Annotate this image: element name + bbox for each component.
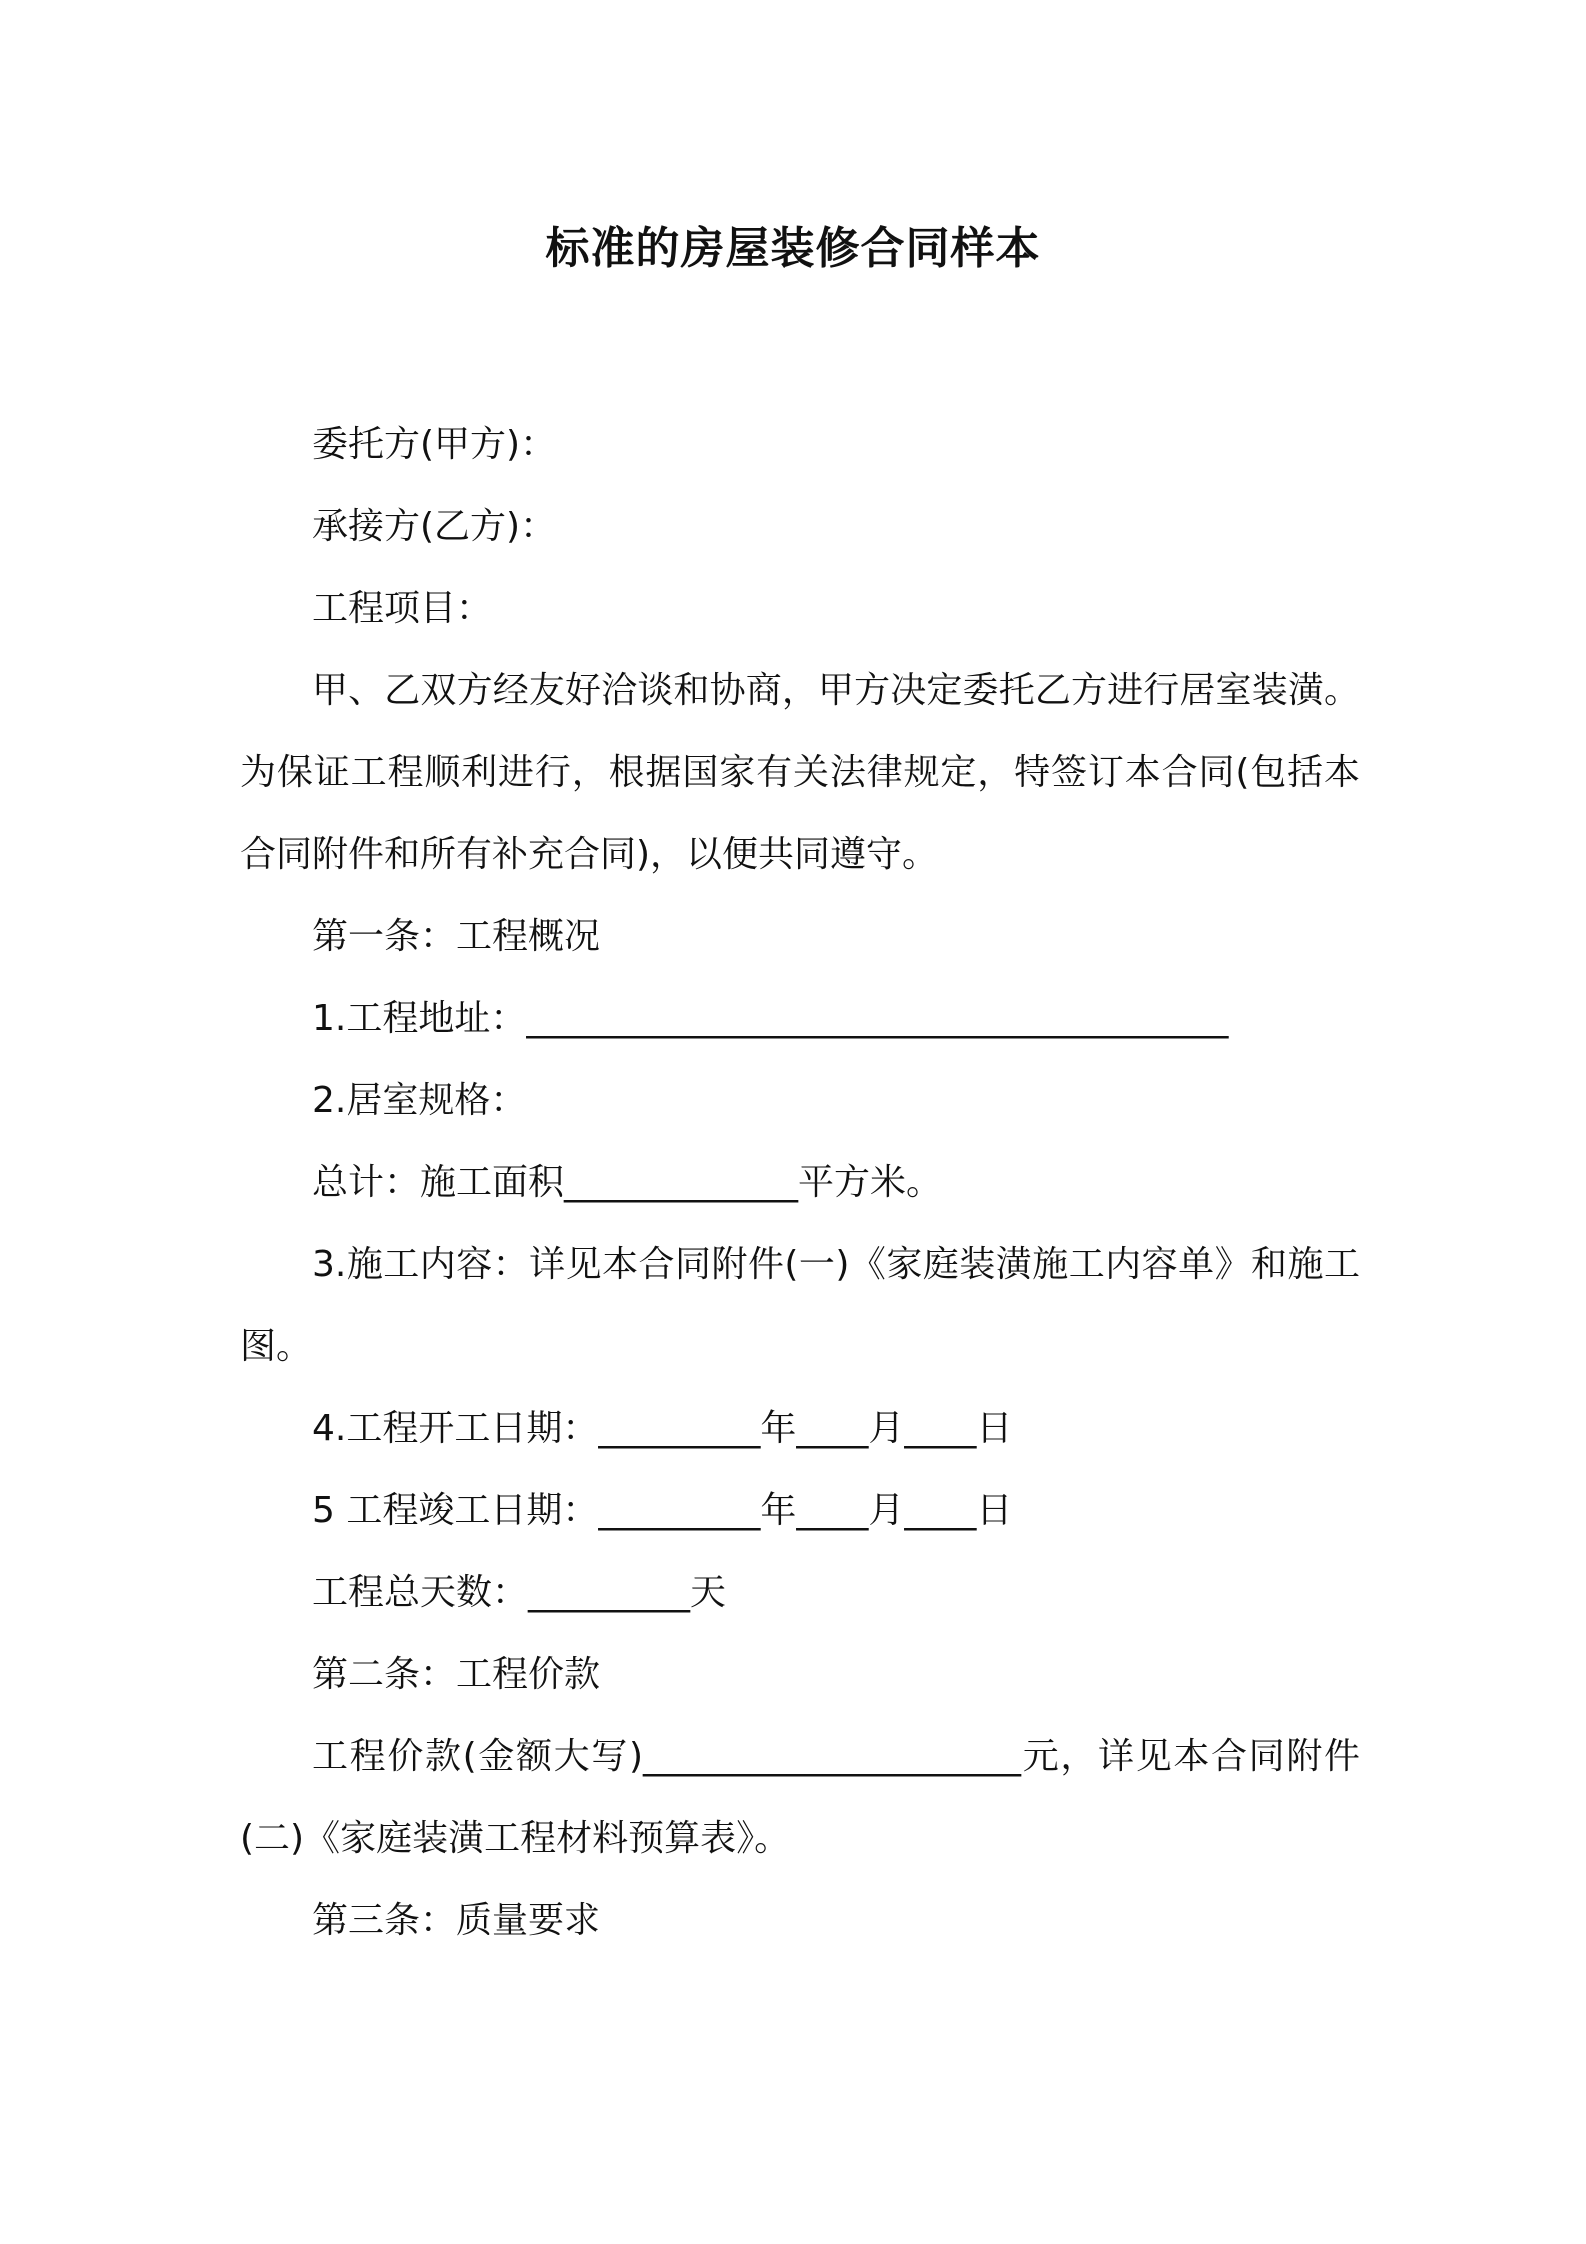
- party-a-line: 委托方(甲方)：: [312, 424, 557, 465]
- total-area-line: 总计：施工面积_____________平方米。: [312, 1162, 943, 1203]
- construction-content-paragraph: 3.施工内容：详见本合同附件(一)《家庭装潢施工内容单》和施工图。: [240, 1244, 1360, 1367]
- start-date-line: 4.工程开工日期：_________年____月____日: [312, 1408, 1013, 1449]
- document-title: 标准的房屋装修合同样本: [545, 223, 1041, 274]
- article-1-heading: 第一条：工程概况: [312, 916, 601, 957]
- party-b-line: 承接方(乙方)：: [312, 506, 557, 547]
- preamble-paragraph: 甲、乙双方经友好洽谈和协商，甲方决定委托乙方进行居室装潢。为保证工程顺利进行，根据国家有关法律规定，特签订本合同(包括本合同附件和所有补充合同)，以便共同遵守。: [240, 670, 1360, 875]
- article-3-heading: 第三条：质量要求: [312, 1900, 601, 1941]
- project-line: 工程项目：: [312, 588, 493, 629]
- article-2-heading: 第二条：工程价款: [312, 1654, 601, 1695]
- completion-date-line: 5 工程竣工日期：_________年____月____日: [312, 1490, 1013, 1531]
- price-paragraph: 工程价款(金额大写)_____________________元，详见本合同附件(二)《家庭装潢工程材料预算表》。: [240, 1736, 1360, 1859]
- project-address-line: 1.工程地址：_______________________________________: [312, 998, 1229, 1039]
- document-body: [240, 404, 1360, 1962]
- room-spec-line: 2.居室规格：: [312, 1080, 527, 1121]
- total-days-line: 工程总天数：_________天: [312, 1572, 727, 1613]
